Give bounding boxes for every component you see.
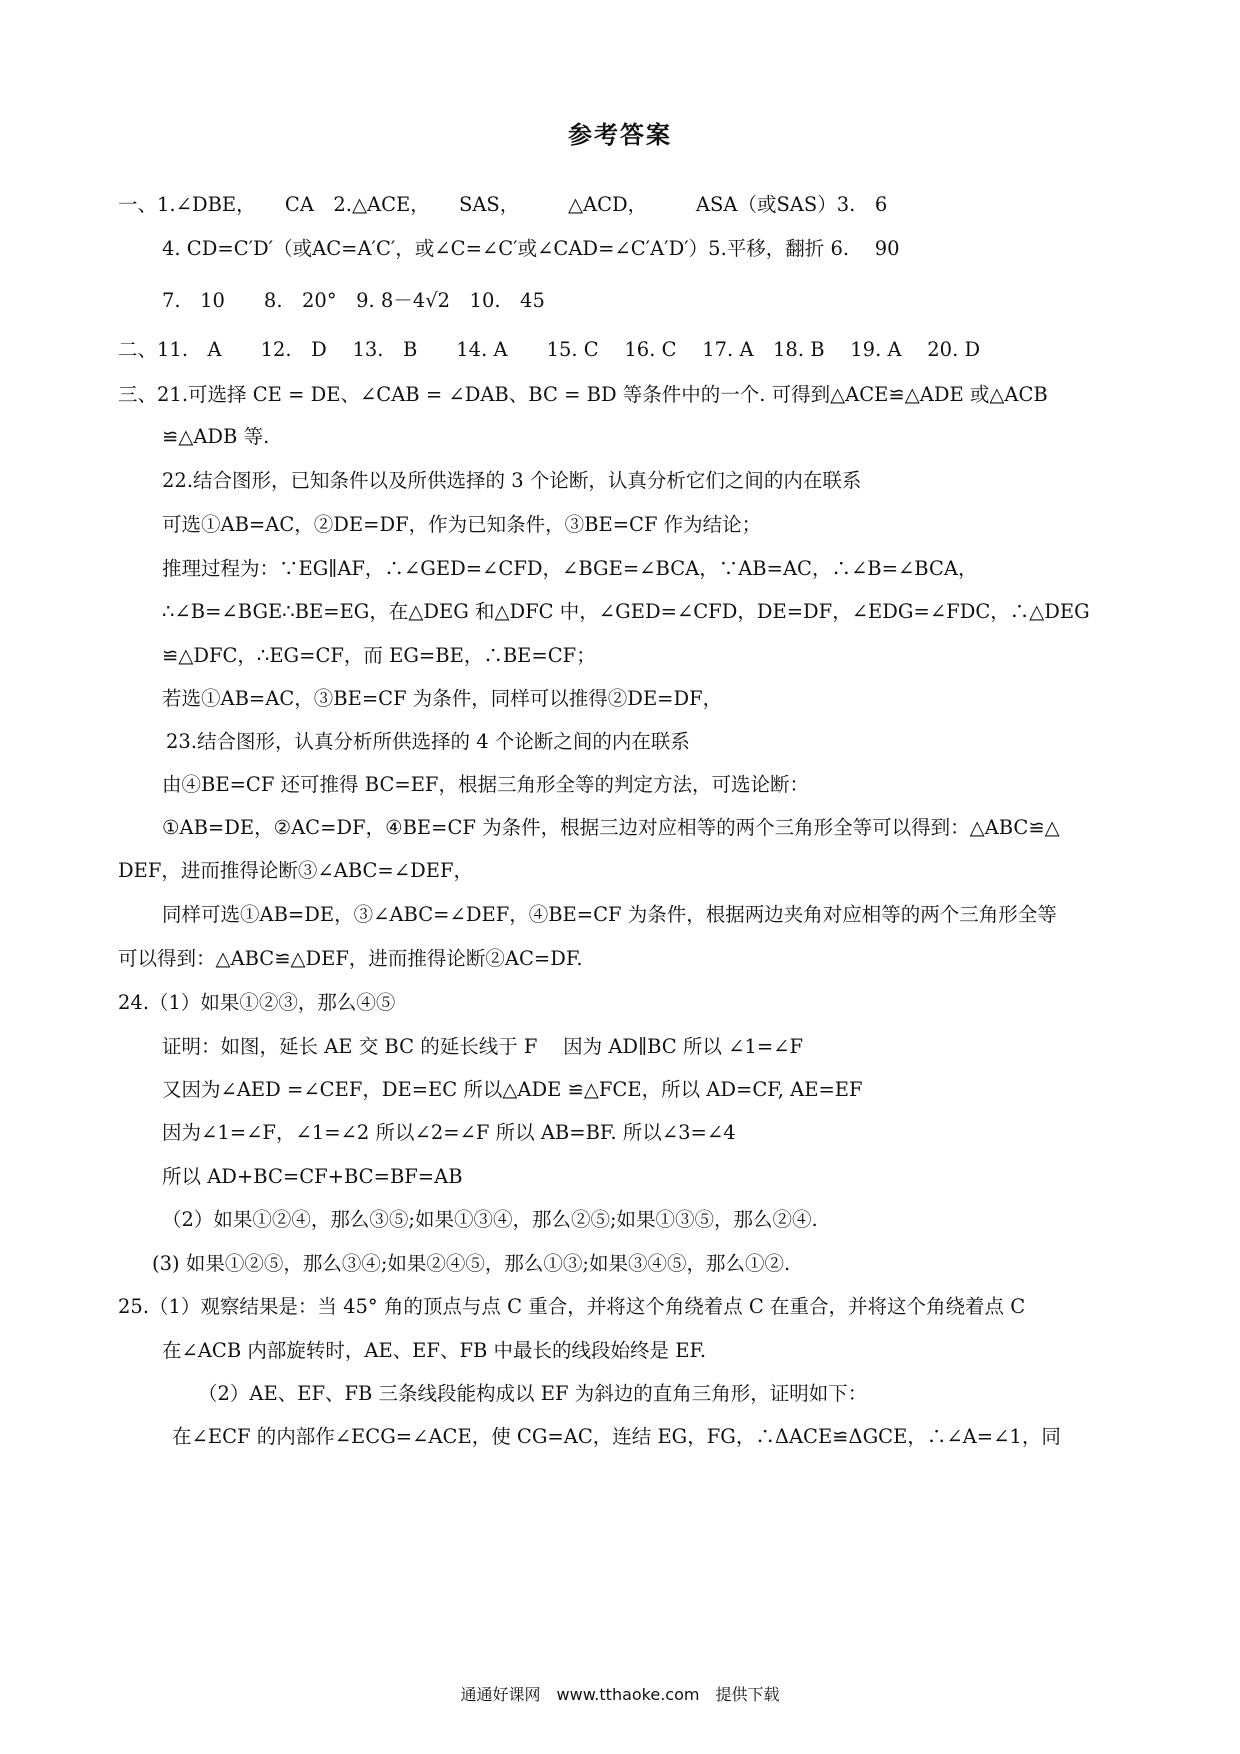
answer-line: 同样可选①AB=DE，③∠ABC=∠DEF，④BE=CF 为条件，根据两边夹角对应相等的两个三角形全等 xyxy=(162,903,1057,926)
page-footer: 通通好课网 www.tthaoke.com 提供下载 xyxy=(460,1685,780,1704)
page-title: 参考答案 xyxy=(568,120,672,149)
answer-line: 7. 10 8. 20° 9. 8－4√2 10. 45 xyxy=(162,289,545,312)
answer-line: ≌△ADB 等. xyxy=(162,425,270,448)
answer-line: 在∠ACB 内部旋转时，AE、EF、FB 中最长的线段始终是 EF. xyxy=(162,1339,707,1362)
answer-line: 若选①AB=AC，③BE=CF 为条件，同样可以推得②DE=DF， xyxy=(162,687,723,710)
answer-line: ≌△DFC，∴EG=CF，而 EG=BE，∴BE=CF； xyxy=(162,644,596,667)
answer-line: 证明：如图，延长 AE 交 BC 的延长线于 F 因为 AD∥BC 所以 ∠1=∠F xyxy=(162,1035,804,1058)
answer-line: （2）AE、EF、FB 三条线段能构成以 EF 为斜边的直角三角形，证明如下： xyxy=(198,1382,868,1405)
answer-line: 可选①AB=AC，②DE=DF，作为已知条件，③BE=CF 作为结论； xyxy=(162,513,762,536)
answer-line: 因为∠1=∠F，∠1=∠2 所以∠2=∠F 所以 AB=BF. 所以∠3=∠4 xyxy=(162,1121,736,1144)
answer-line: 23.结合图形，认真分析所供选择的 4 个论断之间的内在联系 xyxy=(166,730,690,753)
answer-line: 一、1.∠DBE， CA 2.△ACE， SAS， △ACD， ASA（或SAS）3. 6 xyxy=(118,193,888,216)
answer-line: ∴∠B=∠BGE∴BE=EG，在△DEG 和△DFC 中，∠GED=∠CFD，DE=DF，∠EDG=∠FDC，∴△DEG xyxy=(162,600,1090,623)
answer-line: ①AB=DE，②AC=DF，④BE=CF 为条件，根据三边对应相等的两个三角形全等可以得到：△ABC≌△ xyxy=(162,816,1060,839)
answer-line: 22.结合图形，已知条件以及所供选择的 3 个论断，认真分析它们之间的内在联系 xyxy=(162,469,862,492)
answer-line: 三、21.可选择 CE = DE、∠CAB = ∠DAB、BC = BD 等条件中的一个. 可得到△ACE≌△ADE 或△ACB xyxy=(118,383,1048,406)
answer-line: 24.（1）如果①②③，那么④⑤ xyxy=(118,991,396,1014)
answer-line: DEF，进而推得论断③∠ABC=∠DEF， xyxy=(118,859,474,882)
answer-line: 二、11. A 12. D 13. B 14. A 15. C 16. C 17. A 18. B 19. A 20. D xyxy=(118,338,981,361)
answer-line: 4. CD=C′D′（或AC=A′C′，或∠C=∠C′或∠CAD=∠C′A′D′）5.平移，翻折 6. 90 xyxy=(162,237,900,260)
answer-line: 25.（1）观察结果是：当 45° 角的顶点与点 C 重合，并将这个角绕着点 C 在重合，并将这个角绕着点 C xyxy=(118,1295,1026,1318)
answer-line: 推理过程为：∵EG∥AF，∴∠GED=∠CFD，∠BGE=∠BCA，∵AB=AC，∴∠B=∠BCA， xyxy=(162,557,978,580)
answer-line: 可以得到：△ABC≌△DEF，进而推得论断②AC=DF. xyxy=(118,947,583,970)
answer-line: 在∠ECF 的内部作∠ECG=∠ACE，使 CG=AC，连结 EG，FG，∴ΔACE≌ΔGCE，∴∠A=∠1，同 xyxy=(172,1425,1061,1448)
answer-line: 又因为∠AED =∠CEF，DE=EC 所以△ADE ≌△FCE，所以 AD=CF, AE=EF xyxy=(162,1078,863,1101)
answer-line: (3) 如果①②⑤，那么③④;如果②④⑤，那么①③;如果③④⑤，那么①②. xyxy=(152,1252,791,1275)
answer-line: 由④BE=CF 还可推得 BC=EF，根据三角形全等的判定方法，可选论断： xyxy=(162,773,809,796)
answer-line: （2）如果①②④，那么③⑤;如果①③④，那么②⑤;如果①③⑤，那么②④. xyxy=(162,1208,818,1231)
answer-line: 所以 AD+BC=CF+BC=BF=AB xyxy=(162,1165,463,1188)
